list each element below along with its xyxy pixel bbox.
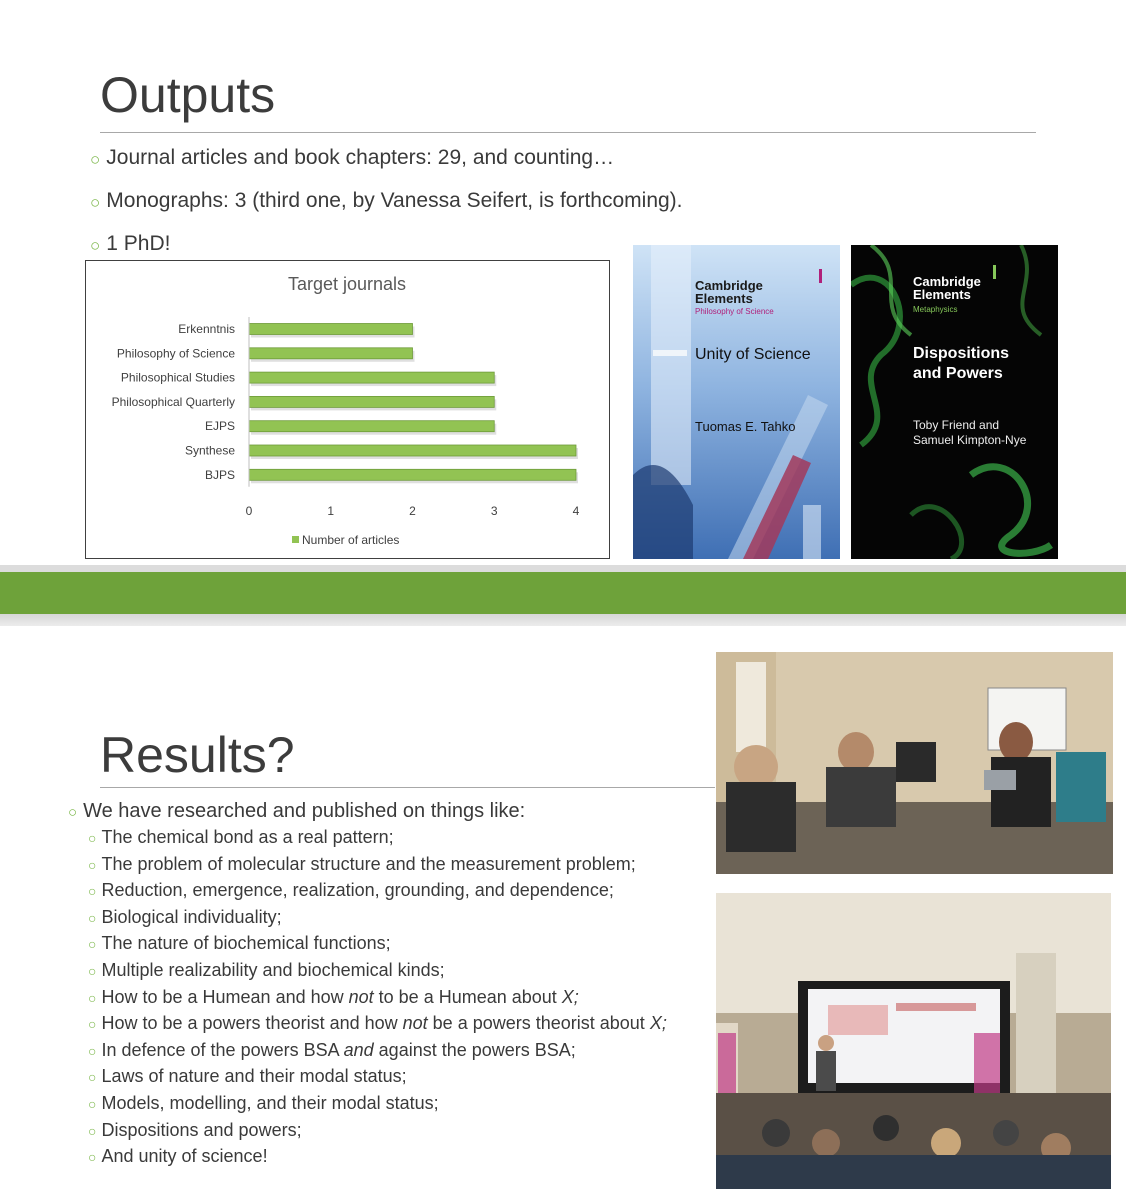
seminar-photo [716, 652, 1113, 874]
lecture-photo-illustration [716, 893, 1111, 1189]
topic-text: Multiple realizability and biochemical kinds; [101, 959, 445, 980]
results-title: Results? [100, 727, 295, 783]
circle-bullet-icon: ○ [88, 909, 97, 926]
circle-bullet-icon: ○ [68, 804, 78, 821]
x-tick-label: 4 [572, 504, 580, 518]
legend-swatch [292, 536, 299, 543]
bar [249, 324, 413, 335]
topic-text: Reduction, emergence, realization, grounding, and dependence; [101, 880, 614, 901]
bar [249, 372, 494, 383]
circle-bullet-icon: ○ [88, 989, 97, 1006]
topic-item [88, 880, 667, 907]
topic-text: Dispositions and powers; [101, 1119, 302, 1140]
circle-bullet-icon: ○ [88, 1016, 97, 1033]
chart-title: Target journals [287, 274, 407, 294]
topic-item [88, 854, 667, 881]
slide-divider-bottom [0, 614, 1126, 626]
topic-text: And unity of science! [101, 1146, 268, 1167]
circle-bullet-icon: ○ [88, 1149, 97, 1166]
circle-bullet-icon: ○ [88, 883, 97, 900]
topic-item [88, 907, 667, 934]
category-label: Philosophical Studies [120, 370, 235, 385]
bullet-text: Journal articles and book chapters: 29, and counting… [106, 146, 615, 169]
topic-text: Laws of nature and their modal status; [101, 1066, 407, 1087]
topic-text: How to be a powers theorist and how not be a powers theorist about X; [101, 1013, 667, 1034]
circle-bullet-icon: ○ [90, 236, 101, 255]
bar [249, 348, 413, 359]
cover-publisher: Cambridge Elements [913, 274, 981, 302]
slide-divider-green [0, 572, 1126, 614]
target-journals-chart [85, 260, 610, 559]
cambridge-mark-icon [993, 265, 996, 279]
category-label: Philosophical Quarterly [111, 394, 235, 409]
bullet-item [90, 189, 683, 232]
bullet-item [90, 146, 683, 189]
seminar-photo-illustration [716, 652, 1113, 874]
category-label: BJPS [204, 467, 235, 482]
topic-text: How to be a Humean and how not to be a Humean about X; [101, 986, 579, 1007]
cover-series: Metaphysics [913, 305, 958, 314]
book-cover-unity-of-science [633, 245, 840, 559]
topic-item [88, 1146, 667, 1173]
circle-bullet-icon: ○ [88, 830, 97, 846]
topic-item [88, 1093, 667, 1120]
topic-text: The nature of biochemical functions; [101, 933, 391, 954]
cover-publisher: Cambridge Elements [695, 278, 763, 306]
topic-item [88, 1040, 667, 1067]
slide-divider-top [0, 565, 1126, 572]
topic-text: The problem of molecular structure and the measurement problem; [101, 853, 636, 874]
intro-text: We have researched and published on things like: [83, 800, 526, 822]
topic-text: Biological individuality; [101, 906, 282, 927]
circle-bullet-icon: ○ [88, 1042, 97, 1059]
outputs-slide [0, 0, 1126, 565]
topic-item [88, 933, 667, 960]
circle-bullet-icon: ○ [88, 1095, 97, 1112]
legend-label: Number of articles [302, 533, 400, 547]
bar [249, 421, 494, 432]
bullet-text: 1 PhD! [106, 232, 171, 255]
outputs-bullet-list [90, 146, 683, 275]
topic-text: In defence of the powers BSA and against the powers BSA; [101, 1039, 576, 1060]
cambridge-mark-icon [819, 269, 822, 283]
lecture-photo [716, 893, 1111, 1189]
x-tick-label: 0 [245, 504, 253, 518]
topic-text: Models, modelling, and their modal status; [101, 1092, 439, 1113]
x-tick-label: 1 [327, 504, 335, 518]
bar [249, 396, 494, 407]
topic-item [88, 827, 667, 854]
circle-bullet-icon: ○ [88, 936, 97, 953]
title-rule [100, 132, 1036, 133]
circle-bullet-icon: ○ [88, 1069, 97, 1086]
bullet-text: Monographs: 3 (third one, by Vanessa Seifert, is forthcoming). [106, 189, 683, 212]
outputs-title: Outputs [100, 67, 276, 123]
category-label: EJPS [204, 419, 235, 434]
topic-item [88, 1120, 667, 1147]
cover-author: Tuomas E. Tahko [695, 419, 796, 434]
cover-title: Dispositions and Powers [913, 345, 1010, 382]
cover-author: Toby Friend and Samuel Kimpton-Nye [913, 418, 1027, 447]
topic-item [88, 987, 667, 1014]
topic-text: The chemical bond as a real pattern; [101, 827, 394, 847]
results-intro [68, 800, 525, 823]
circle-bullet-icon: ○ [90, 150, 101, 169]
bar [249, 469, 576, 480]
chart-svg [86, 261, 609, 558]
topic-item [88, 1013, 667, 1040]
circle-bullet-icon: ○ [88, 962, 97, 979]
circle-bullet-icon: ○ [90, 193, 101, 212]
category-label: Erkenntnis [178, 322, 235, 336]
title-rule [100, 787, 715, 788]
cover-series: Philosophy of Science [695, 307, 774, 316]
results-topic-list [88, 827, 667, 1173]
topic-item [88, 960, 667, 987]
circle-bullet-icon: ○ [88, 856, 97, 873]
x-tick-label: 3 [490, 504, 498, 518]
circle-bullet-icon: ○ [88, 1122, 97, 1139]
book-cover-dispositions-and-powers [851, 245, 1058, 559]
x-tick-label: 2 [409, 504, 416, 518]
topic-item [88, 1066, 667, 1093]
category-label: Synthese [184, 443, 235, 458]
bar [249, 445, 576, 456]
cover-title: Unity of Science [695, 346, 811, 363]
category-label: Philosophy of Science [116, 346, 235, 361]
